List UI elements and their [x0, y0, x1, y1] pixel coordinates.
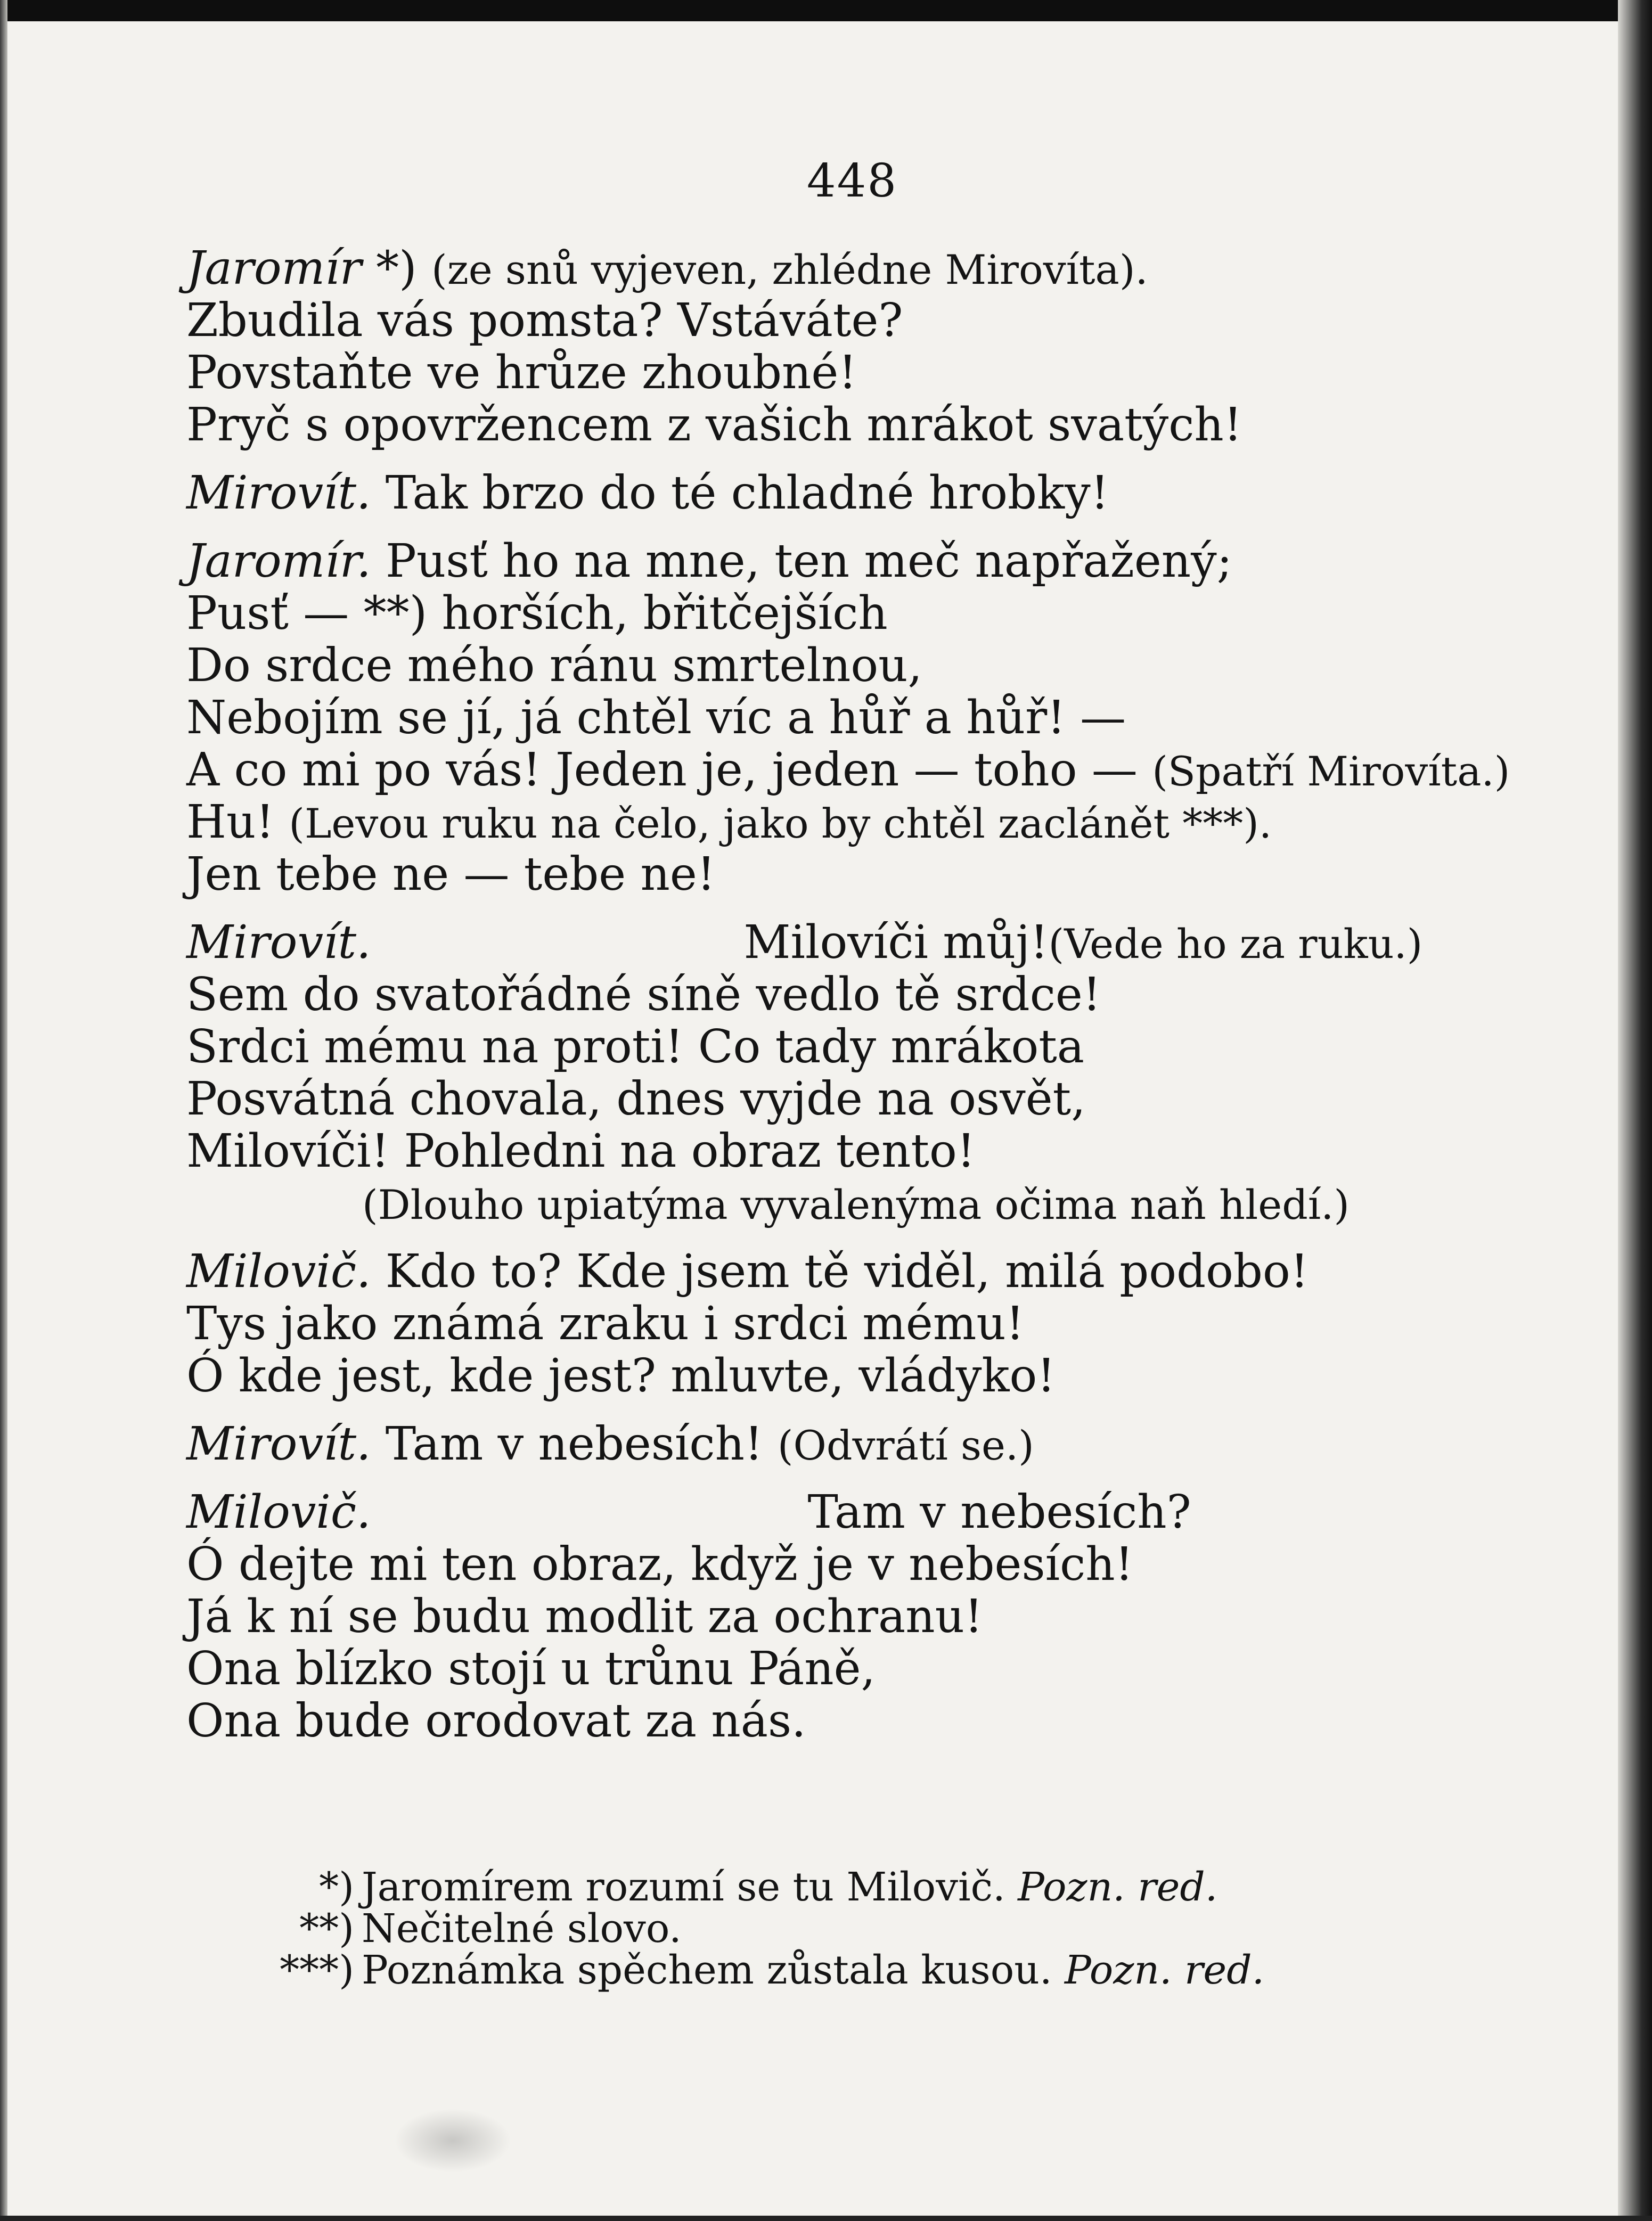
footnote: [277, 1949, 1395, 1991]
text-line: [186, 587, 1491, 640]
text-line: [186, 1695, 1491, 1747]
page-number: 448: [806, 154, 898, 208]
stage-direction: (Dlouho upiatýma vyvalenýma očima naň hledí.): [362, 1181, 1350, 1228]
text-line: [186, 1245, 1491, 1298]
footnote-text: Poznámka spěchem zůstala kusou.: [362, 1947, 1065, 1993]
scan-top-border: [0, 0, 1652, 21]
text-line: [186, 399, 1491, 451]
print-smudge: [394, 2109, 511, 2173]
text-line: [186, 535, 1491, 587]
text-line: [186, 242, 1491, 294]
scan-left-border: [0, 0, 7, 2221]
line-text: Já k ní se budu modlit za ochranu!: [186, 1590, 983, 1643]
stage-direction: (Odvrátí se.): [777, 1422, 1034, 1469]
line-text: Milovíči můj!: [743, 916, 1049, 969]
text-line: [186, 347, 1491, 399]
text-line: [186, 692, 1491, 744]
text-line: [186, 1591, 1491, 1643]
text-line: [186, 1643, 1491, 1695]
line-text: Tys jako známá zraku i srdci mému!: [186, 1297, 1025, 1350]
footnotes: [277, 1866, 1395, 1991]
text-line: [186, 294, 1491, 347]
stage-direction: (ze snů vyjeven, zhlédne Mirovíta).: [431, 246, 1148, 293]
line-text: Pusť ho na mne, ten meč napřažený;: [371, 535, 1232, 588]
text-line: [186, 1350, 1491, 1402]
line-text: Do srdce mého ránu smrtelnou,: [186, 639, 922, 692]
line-text: Hu!: [186, 796, 289, 849]
scan-right-border: [1618, 0, 1652, 2221]
line-text: Ó dejte mi ten obraz, když je v nebesích!: [186, 1538, 1134, 1591]
line-text: Milovíči! Pohledni na obraz tento!: [186, 1125, 976, 1178]
text-line: [186, 467, 1491, 519]
text-line: [186, 1021, 1491, 1073]
line-text: Kdo to? Kde jsem tě viděl, milá podobo!: [371, 1245, 1309, 1298]
footnote-text: Jaromírem rozumí se tu Milovič.: [362, 1864, 1018, 1910]
line-text: Srdci mému na proti! Co tady mrákota: [186, 1020, 1085, 1073]
text-line: [186, 640, 1491, 692]
stage-direction: (Vede ho za ruku.): [1048, 920, 1423, 968]
text-line: [186, 796, 1491, 848]
line-text: Tam v nebesích?: [807, 1486, 1191, 1539]
line-text: Sem do svatořádné síně vedlo tě srdce!: [186, 968, 1101, 1021]
line-text: Povstaňte ve hrůze zhoubné!: [186, 346, 857, 399]
editor-note: Pozn. red.: [1065, 1947, 1265, 1993]
line-text: Ó kde jest, kde jest? mluvte, vládyko!: [186, 1349, 1056, 1403]
footnote-text: Nečitelné slovo.: [362, 1906, 682, 1952]
text-line: [186, 1073, 1491, 1125]
stage-direction: (Spatří Mirovíta.): [1152, 748, 1510, 795]
line-text: Jen tebe ne — tebe ne!: [186, 848, 716, 901]
stage-direction: (Levou ruku na čelo, jako by chtěl zaclánět ***).: [289, 800, 1272, 847]
line-text: Nebojím se jí, já chtěl víc a hůř a hůř! —: [186, 691, 1126, 744]
speaker: Milovič.: [186, 1245, 371, 1298]
line-text: Ona bude orodovat za nás.: [186, 1694, 806, 1748]
text-line: [186, 1298, 1491, 1350]
footnote-mark: *): [319, 1864, 354, 1910]
text-line: [186, 1538, 1491, 1591]
line-text: Zbudila vás pomsta? Vstáváte?: [186, 294, 903, 347]
footnote-mark: ***): [280, 1947, 354, 1993]
play-text: [186, 242, 1510, 1748]
line-text: Pusť — **) horších, břitčejších: [186, 587, 888, 640]
footnote: [277, 1866, 1395, 1908]
line-text: Posvátná chovala, dnes vyjde na osvět,: [186, 1072, 1086, 1126]
footnote: [277, 1906, 1395, 1952]
line-text: *): [361, 242, 432, 295]
text-line: [186, 969, 1491, 1021]
line-text: Pryč s opovržencem z vašich mrákot svatých!: [186, 398, 1242, 452]
line-text: Tam v nebesích!: [371, 1417, 778, 1471]
speaker: Jaromír: [186, 242, 362, 295]
speaker: Mirovít.: [186, 916, 371, 969]
scan-bottom-border: [0, 2216, 1652, 2221]
text-line: [186, 1486, 1491, 1538]
text-line: [186, 1177, 1491, 1230]
text-line: [186, 1418, 1491, 1470]
line-text: Ona blízko stojí u trůnu Páně,: [186, 1642, 876, 1695]
speaker: Jaromír.: [186, 535, 371, 588]
text-line: [186, 916, 1491, 969]
line-text: A co mi po vás! Jeden je, jeden — toho —: [186, 743, 1152, 797]
text-line: [186, 743, 1510, 797]
line-text: Tak brzo do té chladné hrobky!: [371, 466, 1109, 520]
speaker: Milovič.: [186, 1486, 371, 1539]
text-line: [186, 848, 1491, 900]
speaker: Mirovít.: [186, 466, 371, 520]
speaker: Mirovít.: [186, 1417, 371, 1471]
editor-note: Pozn. red.: [1018, 1864, 1218, 1910]
footnote-mark: **): [299, 1906, 354, 1952]
text-line: [186, 1125, 1491, 1177]
